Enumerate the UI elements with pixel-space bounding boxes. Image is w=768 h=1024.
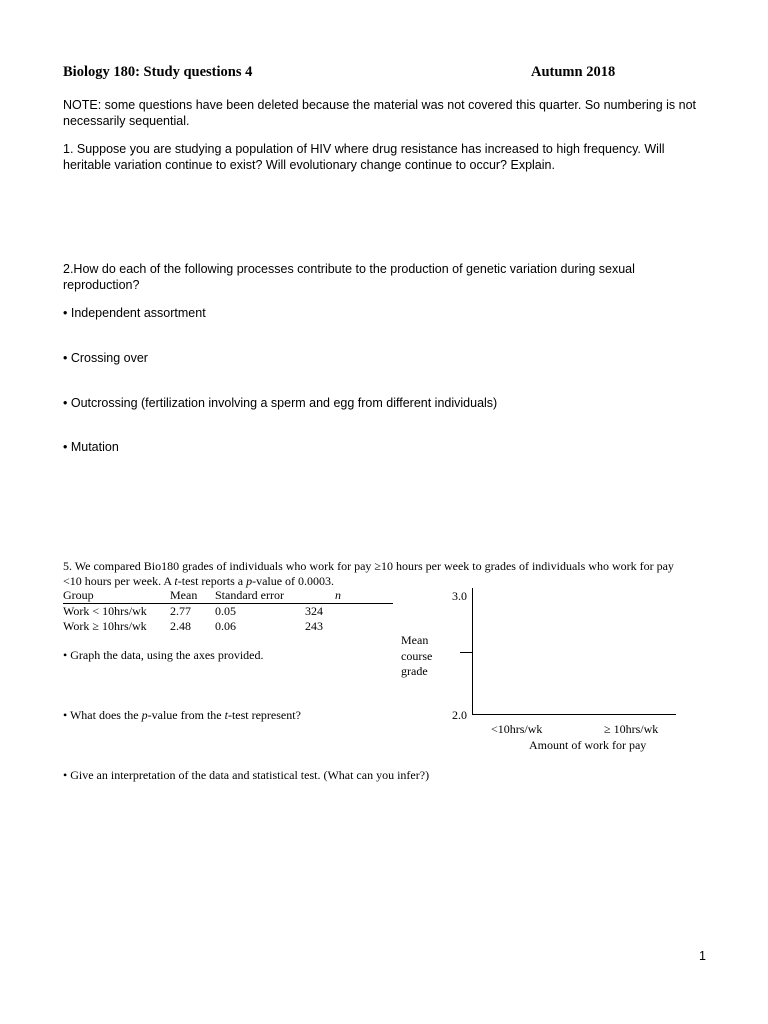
- x-category-less-10: <10hrs/wk: [491, 722, 543, 736]
- cell-mean: 2.48: [170, 619, 191, 633]
- x-axis-label: Amount of work for pay: [529, 738, 647, 752]
- header-n: n: [335, 588, 341, 602]
- y-tick-top-label: 3.0: [452, 589, 467, 603]
- term-label: Autumn 2018: [531, 64, 616, 80]
- header-group: Group: [63, 588, 94, 602]
- x-axis-line: [472, 714, 676, 715]
- y-tick-bottom-label: 2.0: [452, 708, 467, 722]
- y-axis-line: [472, 588, 473, 715]
- y-axis-tick: [460, 652, 472, 653]
- question-2: 2.How do each of the following processes contribute to the production of genetic variation during sexual reproduction?: [63, 262, 635, 292]
- bullet-crossing-over: • Crossing over: [63, 351, 148, 365]
- bullet-pvalue-question: • What does the p-value from the t-test represent?: [63, 708, 301, 722]
- stats-table: [63, 588, 393, 634]
- bullet-graph-data: • Graph the data, using the axes provided.: [63, 648, 264, 662]
- table-header-row: [63, 588, 393, 604]
- table-row: [63, 619, 393, 634]
- note-text: NOTE: some questions have been deleted because the material was not covered this quarter. So numbering is not necessarily sequential.: [63, 98, 697, 128]
- bullet-interpretation: • Give an interpretation of the data and statistical test. (What can you infer?): [63, 768, 430, 782]
- x-category-10-or-more: ≥ 10hrs/wk: [604, 722, 659, 736]
- bullet-mutation: • Mutation: [63, 440, 119, 454]
- cell-group: Work ≥ 10hrs/wk: [63, 619, 147, 633]
- cell-n: 324: [305, 604, 323, 618]
- cell-se: 0.05: [215, 604, 236, 618]
- bullet-independent-assortment: • Independent assortment: [63, 306, 206, 320]
- cell-group: Work < 10hrs/wk: [63, 604, 147, 618]
- header-standard-error: Standard error: [215, 588, 284, 602]
- cell-n: 243: [305, 619, 323, 633]
- cell-mean: 2.77: [170, 604, 191, 618]
- question-1: 1. Suppose you are studying a population of HIV where drug resistance has increased to high frequency. Will heritable variation continue to exist? Will evolutionary change continue to occur? Explain.: [63, 142, 665, 172]
- y-axis-label: Mean course grade: [401, 633, 433, 678]
- page-title: Biology 180: Study questions 4: [63, 64, 253, 80]
- bullet-outcrossing: • Outcrossing (fertilization involving a sperm and egg from different individuals): [63, 396, 498, 410]
- table-row: [63, 604, 393, 620]
- page-number: 1: [699, 949, 706, 963]
- question-5: 5. We compared Bio180 grades of individuals who work for pay ≥10 hours per week to grades of individuals who work for pay <10 hours per week. A t-test reports a p-value of 0.0003.: [63, 559, 674, 588]
- header-mean: Mean: [170, 588, 198, 602]
- cell-se: 0.06: [215, 619, 236, 633]
